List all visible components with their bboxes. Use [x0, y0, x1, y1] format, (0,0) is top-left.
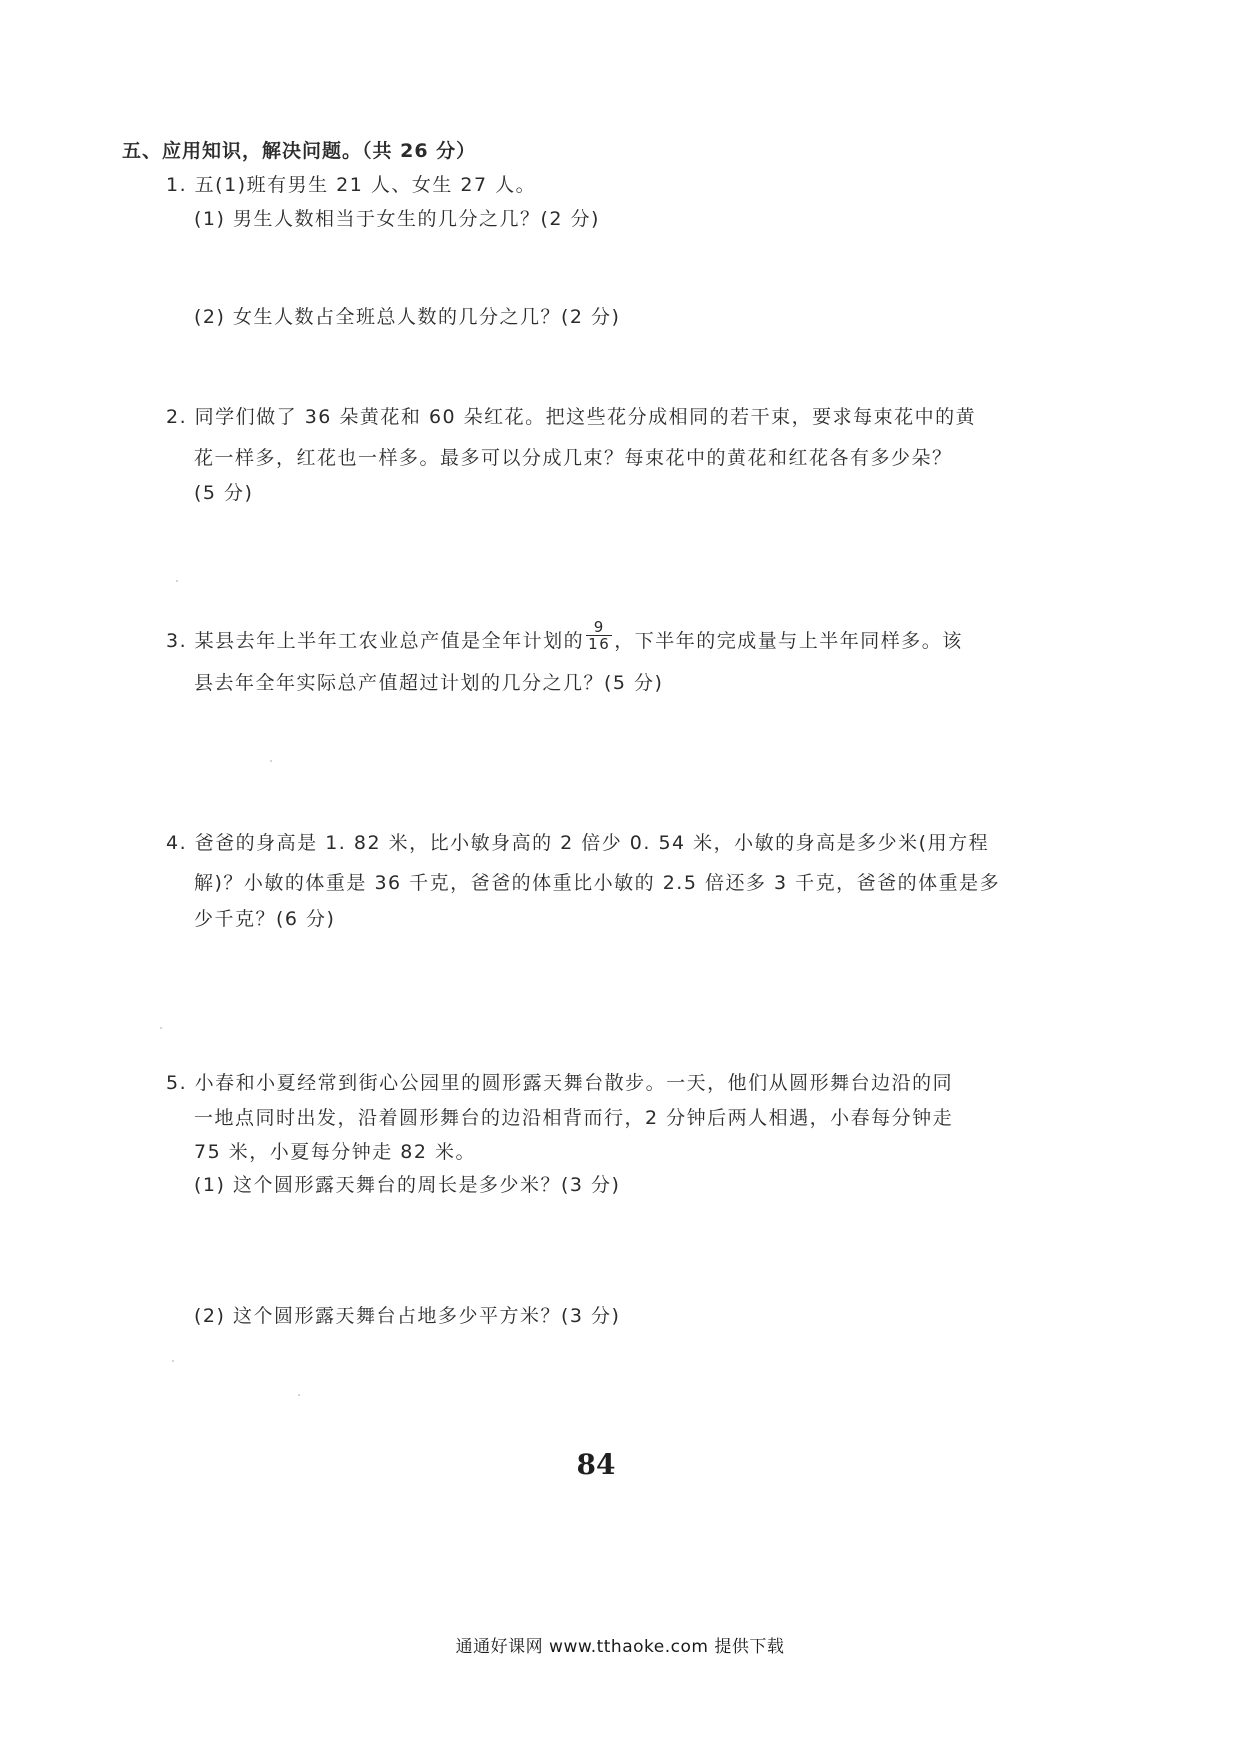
question-5-line-3: 75 米，小夏每分钟走 82 米。 — [194, 1141, 476, 1163]
question-2-line-2: 花一样多，红花也一样多。最多可以分成几束？每束花中的黄花和红花各有多少朵？ — [194, 447, 953, 469]
section-title: 五、应用知识，解决问题。（共 26 分） — [122, 140, 477, 162]
question-2-line-3: (5 分) — [194, 482, 254, 504]
question-2-line-1: 2. 同学们做了 36 朵黄花和 60 朵红花。把这些花分成相同的若干束，要求每束花中的黄 — [166, 406, 977, 428]
question-1-sub-2: (2) 女生人数占全班总人数的几分之几？(2 分) — [194, 306, 621, 328]
question-4-line-2: 解)？小敏的体重是 36 千克，爸爸的体重比小敏的 2.5 倍还多 3 千克，爸爸的体重是多 — [194, 872, 1001, 894]
footer-credit: 通通好课网 www.tthaoke.com 提供下载 — [455, 1637, 785, 1657]
question-5-sub-1: (1) 这个圆形露天舞台的周长是多少米？(3 分) — [194, 1174, 621, 1196]
fraction-numerator: 9 — [586, 619, 612, 636]
question-5-line-1: 5. 小春和小夏经常到街心公园里的圆形露天舞台散步。一天，他们从圆形舞台边沿的同 — [166, 1072, 954, 1094]
question-1-sub-1: (1) 男生人数相当于女生的几分之几？(2 分) — [194, 208, 600, 230]
question-3-line-2: 县去年全年实际总产值超过计划的几分之几？(5 分) — [194, 672, 664, 694]
question-3-line-1 — [166, 618, 963, 658]
scan-speck — [160, 1027, 162, 1029]
page-number: 84 — [576, 1448, 616, 1481]
question-4-line-3: 少千克？(6 分) — [194, 908, 336, 930]
question-1-stem: 1. 五(1)班有男生 21 人、女生 27 人。 — [166, 174, 537, 196]
question-4-line-1: 4. 爸爸的身高是 1. 82 米，比小敏身高的 2 倍少 0. 54 米，小敏的身高是多少米(用方程 — [166, 832, 990, 854]
question-3-text-a: 3. 某县去年上半年工农业总产值是全年计划的 — [166, 630, 585, 652]
scan-speck — [176, 580, 178, 582]
question-5-sub-2: (2) 这个圆形露天舞台占地多少平方米？(3 分) — [194, 1305, 621, 1327]
scan-speck — [298, 1394, 300, 1396]
fraction-denominator: 16 — [588, 635, 611, 653]
fraction — [586, 619, 612, 652]
scan-speck — [270, 760, 272, 762]
question-3-text-b: ，下半年的完成量与上半年同样多。该 — [614, 630, 963, 652]
scan-speck — [172, 1360, 174, 1362]
question-5-line-2: 一地点同时出发，沿着圆形舞台的边沿相背而行，2 分钟后两人相遇，小春每分钟走 — [194, 1107, 954, 1129]
